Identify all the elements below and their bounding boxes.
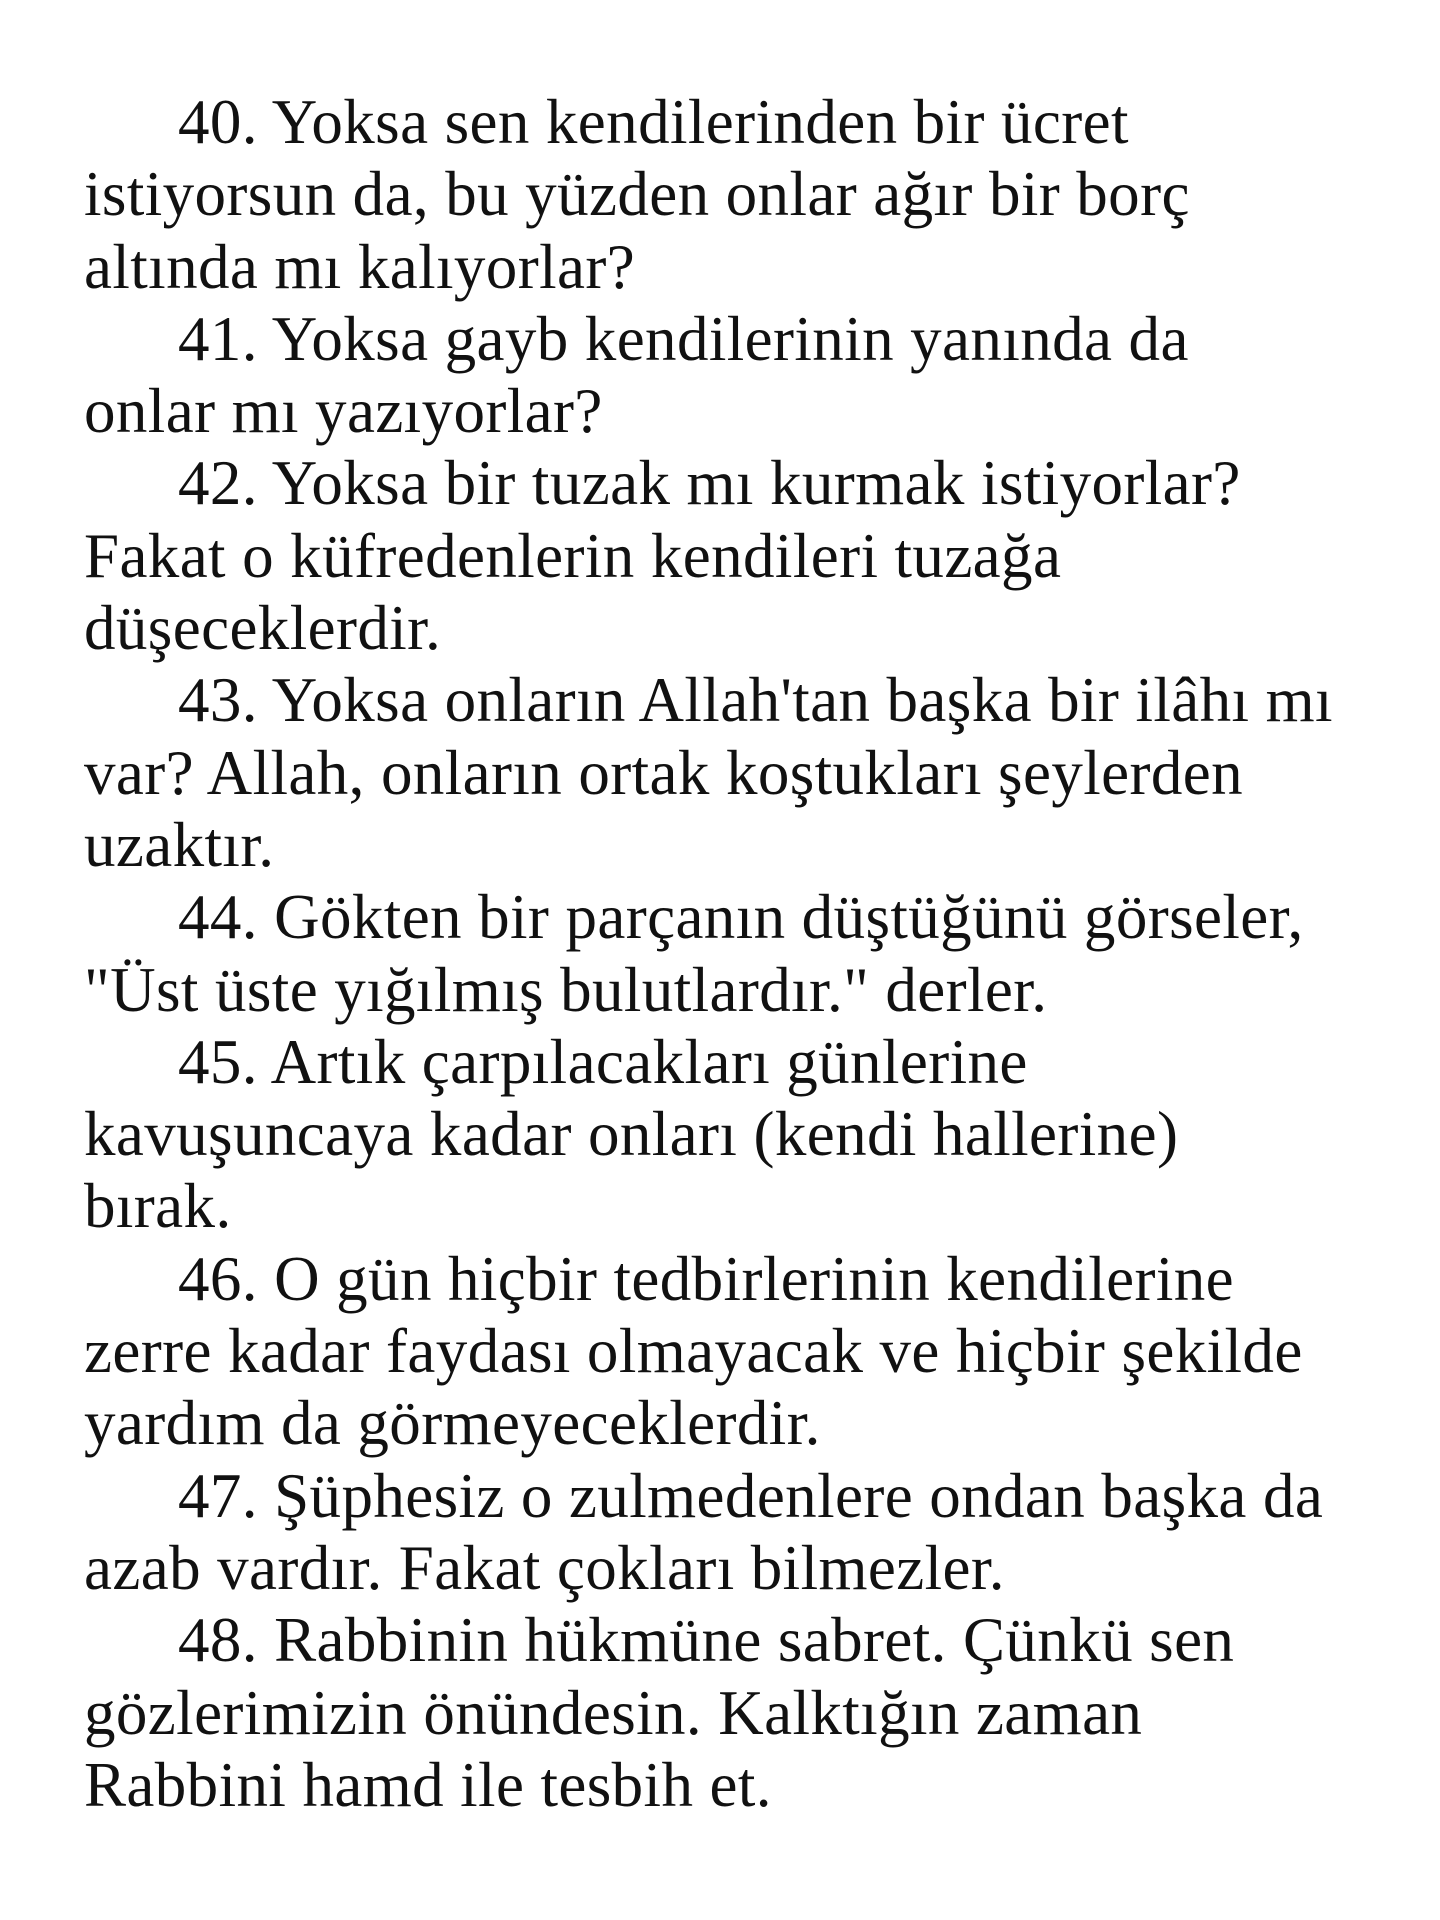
verse-line: zerre kadar faydası olmayacak ve hiçbir şekilde bbox=[84, 1316, 1303, 1387]
verse-line: 45. Artık çarpılacakları günlerine bbox=[178, 1026, 1028, 1097]
verse-line: kavuşuncaya kadar onları (kendi hallerine) bbox=[84, 1099, 1179, 1170]
verse-line: Rabbini hamd ile tesbih et. bbox=[84, 1749, 772, 1820]
verse-line: Fakat o küfredenlerin kendileri tuzağa bbox=[84, 520, 1062, 591]
verse-text-block bbox=[84, 86, 1414, 1821]
verse-line: 41. Yoksa gayb kendilerinin yanında da bbox=[178, 303, 1189, 374]
verse-line: 43. Yoksa onların Allah'tan başka bir ilâhı mı bbox=[178, 665, 1333, 736]
verse-line: 40. Yoksa sen kendilerinden bir ücret bbox=[178, 87, 1129, 157]
verse-42 bbox=[84, 447, 1414, 664]
verse-line: bırak. bbox=[84, 1171, 232, 1242]
verse-line: altında mı kalıyorlar? bbox=[84, 231, 636, 302]
verse-line: 48. Rabbinin hükmüne sabret. Çünkü sen bbox=[178, 1605, 1235, 1676]
verse-line: 42. Yoksa bir tuzak mı kurmak istiyorlar? bbox=[178, 448, 1241, 519]
verse-47 bbox=[84, 1460, 1414, 1605]
verse-line: yardım da görmeyeceklerdir. bbox=[84, 1388, 821, 1459]
verse-line: uzaktır. bbox=[84, 809, 275, 880]
verse-41 bbox=[84, 303, 1414, 448]
verse-line: azab vardır. Fakat çokları bilmezler. bbox=[84, 1532, 1005, 1603]
verse-40 bbox=[84, 86, 1414, 303]
verse-44 bbox=[84, 881, 1414, 1026]
verse-line: düşeceklerdir. bbox=[84, 593, 442, 664]
verse-line: 46. O gün hiçbir tedbirlerinin kendilerine bbox=[178, 1243, 1235, 1314]
verse-line: 47. Şüphesiz o zulmedenlere ondan başka da bbox=[178, 1460, 1324, 1531]
verse-line: istiyorsun da, bu yüzden onlar ağır bir borç bbox=[84, 159, 1190, 230]
verse-48 bbox=[84, 1604, 1414, 1821]
verse-line: onlar mı yazıyorlar? bbox=[84, 376, 603, 447]
verse-45 bbox=[84, 1026, 1414, 1243]
verse-line: "Üst üste yığılmış bulutlardır." derler. bbox=[84, 954, 1048, 1025]
verse-line: gözlerimizin önündesin. Kalktığın zaman bbox=[84, 1677, 1143, 1748]
verse-46 bbox=[84, 1243, 1414, 1460]
verse-line: 44. Gökten bir parçanın düştüğünü görseler, bbox=[178, 882, 1304, 953]
verse-43 bbox=[84, 664, 1414, 881]
verse-line: var? Allah, onların ortak koştukları şeylerden bbox=[84, 737, 1244, 808]
